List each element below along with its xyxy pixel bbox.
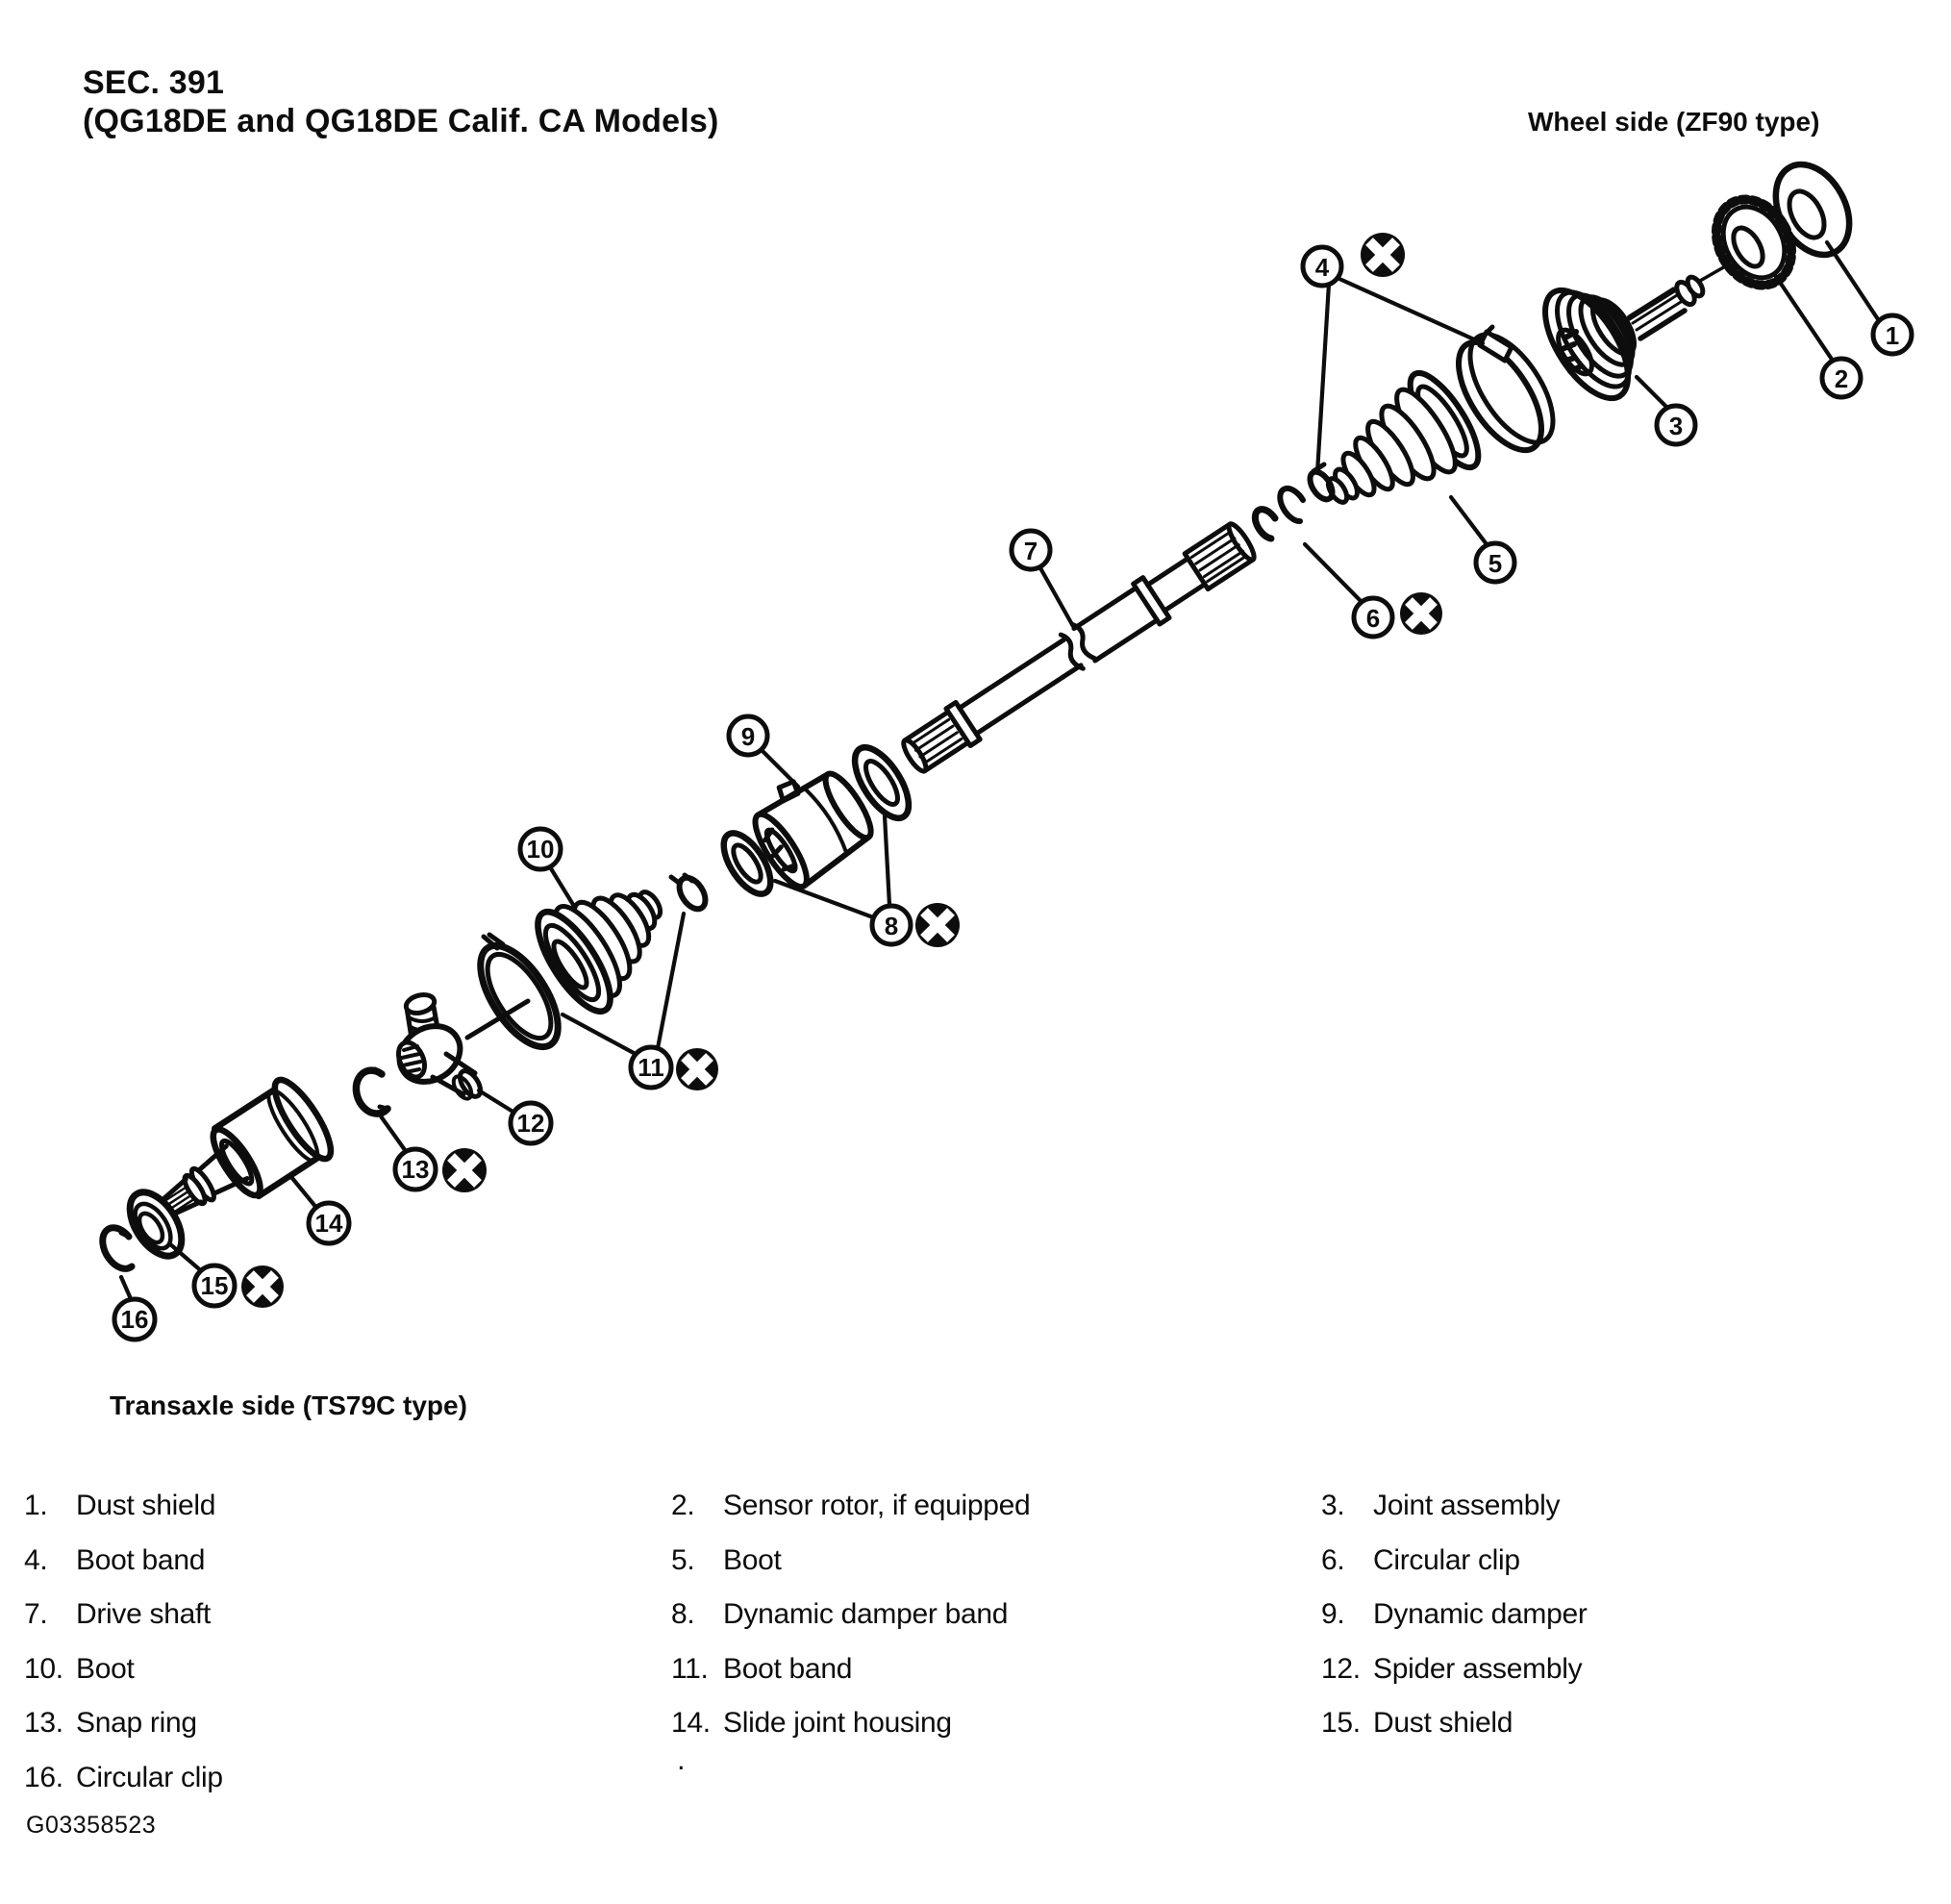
leader-line [379, 1114, 408, 1154]
legend-item [24, 1653, 223, 1708]
callout-15 [194, 1265, 235, 1306]
replace-mark-icon [241, 1265, 284, 1308]
legend-item-label: Circular clip [1373, 1543, 1520, 1576]
legend-item [671, 1598, 1030, 1653]
callout-8 [872, 906, 911, 944]
legend-item-label: Snap ring [76, 1707, 197, 1740]
legend-item-number: 7. [24, 1598, 48, 1631]
legend-column-3 [1321, 1490, 1588, 1762]
callout-number: 3 [1668, 412, 1684, 440]
legend-item [24, 1544, 223, 1599]
legend-item-label: Boot band [723, 1652, 853, 1685]
leader-line [1827, 242, 1880, 322]
legend-column-1 [24, 1490, 223, 1816]
legend-item-label: Dynamic damper band [723, 1598, 1009, 1631]
callout-16 [114, 1299, 155, 1340]
legend-item-number: 9. [1321, 1598, 1345, 1631]
legend-item-label: Sensor rotor, if equipped [723, 1490, 1031, 1521]
legend-item-number: 11. [671, 1652, 709, 1685]
legend-item-label: Dust shield [1373, 1707, 1513, 1740]
leader-line [169, 1243, 204, 1273]
callout-number: 7 [1023, 537, 1038, 565]
callout-number: 11 [638, 1053, 664, 1082]
part-joint-assembly [1529, 265, 1727, 412]
leader-lines [121, 242, 1880, 1301]
leader-line [1039, 566, 1074, 628]
legend-item-number: 14. [671, 1707, 711, 1740]
legend-item [671, 1490, 1030, 1544]
legend-item-number: 5. [671, 1543, 695, 1576]
legend-item [1321, 1653, 1588, 1708]
legend-item-label: Joint assembly [1373, 1490, 1561, 1521]
callout-number: 1 [1885, 321, 1900, 350]
callout-number: 6 [1365, 604, 1381, 633]
legend-item [1321, 1707, 1588, 1762]
replace-mark-icon [1361, 233, 1405, 277]
callout-12 [511, 1103, 551, 1143]
callout-9 [729, 716, 767, 755]
callout-number: 14 [314, 1209, 343, 1238]
callout-6 [1354, 598, 1392, 637]
legend-item [24, 1598, 223, 1653]
callout-7 [1012, 531, 1050, 569]
callout-number: 4 [1314, 253, 1330, 282]
leader-line [885, 815, 889, 905]
callout-number: 10 [526, 835, 555, 864]
legend-item [1321, 1490, 1588, 1544]
legend-item [24, 1490, 223, 1544]
callout-13 [395, 1149, 436, 1190]
callouts [114, 247, 1912, 1340]
callout-1 [1873, 315, 1912, 354]
callout-11 [631, 1047, 671, 1088]
legend-item-number: 6. [1321, 1543, 1345, 1576]
legend-item-label: Drive shaft [76, 1598, 212, 1631]
leader-line [762, 750, 798, 787]
callout-number: 13 [401, 1155, 430, 1184]
replace-mark-icon [676, 1048, 718, 1090]
legend-item-label: Dust shield [76, 1490, 216, 1521]
section-number: SEC. 391 [83, 64, 225, 101]
callout-number: 15 [200, 1271, 229, 1300]
callout-number: 9 [740, 722, 756, 751]
leader-line [1775, 275, 1835, 363]
callout-number: 8 [884, 912, 899, 940]
legend-item [24, 1707, 223, 1762]
part-boot-band-small-transaxle [671, 873, 711, 914]
replace-mark-icon [442, 1148, 487, 1192]
leader-line [1339, 279, 1483, 343]
legend-item-label: Circular clip [76, 1761, 223, 1793]
part-circular-clip-wheel [1255, 489, 1303, 539]
part-snap-ring [356, 1069, 388, 1114]
callout-5 [1476, 543, 1514, 582]
legend-item [1321, 1544, 1588, 1599]
legend-item-number: 3. [1321, 1490, 1345, 1521]
legend-item-number: 15. [1321, 1707, 1361, 1740]
legend-item-number: 8. [671, 1598, 695, 1631]
model-subtitle: (QG18DE and QG18DE Calif. CA Models) [83, 103, 719, 139]
legend-item-number: 13. [24, 1707, 63, 1740]
legend-item-number: 1. [24, 1490, 48, 1521]
callout-4 [1303, 247, 1341, 286]
callout-14 [309, 1203, 349, 1243]
stray-period: . [677, 1742, 686, 1776]
leader-line [775, 881, 873, 917]
callout-10 [520, 829, 561, 869]
legend-item-label: Boot [76, 1652, 135, 1685]
callout-3 [1657, 406, 1695, 444]
callout-number: 16 [120, 1305, 149, 1334]
legend-item [671, 1544, 1030, 1599]
legend-item-label: Spider assembly [1373, 1652, 1583, 1685]
legend-item-number: 10. [24, 1652, 63, 1685]
callout-number: 2 [1834, 364, 1849, 393]
replace-mark-icon [1400, 592, 1442, 635]
leader-line [549, 865, 575, 908]
wheel-side-label: Wheel side (ZF90 type) [1528, 107, 1820, 137]
leader-line [1637, 377, 1670, 411]
part-spider-assembly [389, 991, 485, 1101]
legend-item-number: 4. [24, 1543, 48, 1576]
legend-item [671, 1653, 1030, 1708]
legend-item [24, 1762, 223, 1816]
figure-code: G03358523 [26, 1812, 157, 1839]
leader-line [1451, 497, 1489, 548]
legend-item-label: Boot band [76, 1543, 206, 1576]
callout-number: 5 [1488, 549, 1503, 578]
transaxle-side-label: Transaxle side (TS79C type) [110, 1390, 467, 1420]
legend-item-number: 12. [1321, 1652, 1361, 1685]
legend-item-label: Dynamic damper [1373, 1598, 1588, 1631]
callout-number: 12 [516, 1109, 545, 1138]
part-circular-clip-transaxle [103, 1228, 132, 1269]
legend-column-2 [671, 1490, 1030, 1762]
legend-item-number: 2. [671, 1490, 695, 1521]
leader-line [658, 914, 684, 1048]
callout-2 [1822, 359, 1861, 397]
part-boot-band-small-wheel [1306, 464, 1338, 503]
legend-item-label: Boot [723, 1543, 782, 1576]
replace-marks [241, 233, 1442, 1308]
legend-item-label: Slide joint housing [723, 1707, 952, 1740]
leader-line [1305, 544, 1363, 604]
replace-mark-icon [915, 903, 960, 947]
legend-item-number: 16. [24, 1761, 63, 1793]
leader-line [479, 1090, 514, 1113]
legend-item [1321, 1598, 1588, 1653]
leader-line [291, 1177, 317, 1209]
leader-line [563, 1015, 634, 1053]
legend-item [671, 1707, 1030, 1762]
leader-line [1317, 284, 1329, 473]
part-drive-shaft [897, 518, 1260, 779]
